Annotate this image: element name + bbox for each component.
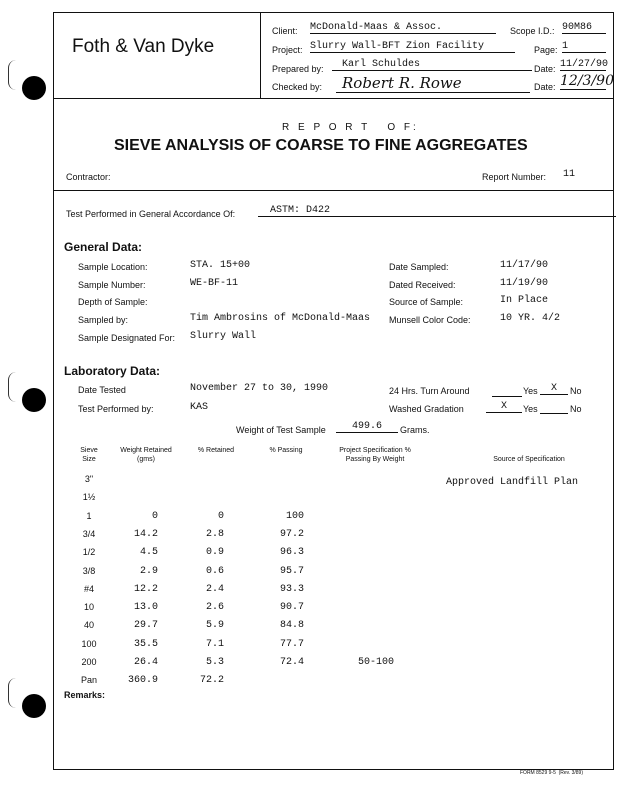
col-spec-header: Project Specification % Passing By Weight — [339, 447, 411, 463]
client-value: McDonald-Maas & Assoc. — [310, 22, 496, 34]
weight-retained-cell: 26.4 — [133, 657, 158, 668]
margin-mark — [8, 372, 23, 402]
sampled-by-label: Sampled by: — [78, 315, 129, 325]
grams-label: Grams. — [400, 425, 430, 435]
date-received-label: Dated Received: — [389, 280, 456, 290]
col-source-header: Source of Specification — [493, 456, 565, 463]
depth-label: Depth of Sample: — [78, 297, 148, 307]
weight-retained-cell: 29.7 — [133, 620, 158, 632]
binder-hole — [22, 76, 46, 100]
sample-location-label: Sample Location: — [78, 262, 148, 272]
date-checked-label: Date: — [534, 82, 556, 92]
sieve-size-cell: #4 — [83, 583, 94, 594]
turnaround-label: 24 Hrs. Turn Around — [389, 386, 470, 396]
report-title: SIEVE ANALYSIS OF COARSE TO FINE AGGREGATES — [114, 137, 528, 154]
percent-passing-cell: 77.7 — [279, 638, 304, 650]
washed-yes-mark: X — [486, 401, 522, 413]
percent-passing-cell: 72.4 — [279, 657, 304, 668]
sieve-size-cell: 40 — [83, 620, 94, 631]
percent-passing-cell: 97.2 — [279, 528, 304, 540]
source-label: Source of Sample: — [389, 297, 464, 307]
percent-retained-cell: 72.2 — [199, 675, 224, 687]
spec-cell: 50-100 — [357, 657, 394, 668]
performed-by-label: Test Performed by: — [78, 404, 154, 414]
weight-retained-cell: 13.0 — [133, 602, 158, 614]
margin-mark — [8, 678, 23, 708]
turnaround-no-mark: X — [540, 383, 568, 395]
date-prepared-value: 11/27/90 — [560, 59, 609, 70]
binder-hole — [22, 694, 46, 718]
test-standard-value: ASTM: D422 — [258, 205, 616, 217]
weight-retained-cell: 12.2 — [133, 583, 158, 595]
weight-retained-cell: 4.5 — [139, 547, 158, 559]
sieve-size-cell: 3" — [84, 474, 94, 484]
prepared-label: Prepared by: — [272, 64, 324, 74]
washed-no-label: No — [570, 404, 582, 414]
percent-passing-cell: 95.7 — [279, 565, 304, 577]
test-performed-label: Test Performed in General Accordance Of: — [66, 209, 236, 219]
washed-label: Washed Gradation — [389, 404, 464, 414]
source-value: In Place — [500, 295, 549, 306]
prepared-value: Karl Schuldes — [332, 59, 532, 71]
percent-retained-cell: 2.6 — [205, 602, 224, 614]
percent-retained-cell: 5.3 — [205, 657, 224, 668]
sieve-size-cell: 1½ — [82, 492, 96, 503]
performed-by-value: KAS — [190, 402, 209, 413]
sample-location-value: STA. 15+00 — [190, 260, 251, 271]
sieve-size-cell: 3/4 — [82, 528, 96, 539]
sample-number-label: Sample Number: — [78, 280, 146, 290]
sieve-size-cell: 3/8 — [82, 565, 96, 576]
project-value: Slurry Wall-BFT Zion Facility — [310, 41, 515, 53]
percent-passing-cell: 90.7 — [279, 602, 304, 614]
date-sampled-label: Date Sampled: — [389, 262, 449, 272]
percent-retained-cell: 0 — [217, 510, 224, 522]
report-number-label: Report Number: — [482, 172, 547, 182]
sieve-size-cell: 200 — [81, 657, 97, 667]
date-received-value: 11/19/90 — [500, 278, 549, 289]
binder-hole — [22, 388, 46, 412]
munsell-value: 10 YR. 4/2 — [500, 313, 561, 324]
turnaround-yes-label: Yes — [523, 386, 538, 396]
form-number: FORM 8529 9-5 (Rev. 3/89) — [520, 770, 583, 776]
checked-label: Checked by: — [272, 82, 323, 92]
sieve-size-cell: 1/2 — [82, 547, 96, 558]
general-heading: General Data: — [64, 240, 143, 254]
percent-retained-cell: 7.1 — [205, 638, 224, 650]
report-kicker: R E P O R T O F: — [282, 122, 419, 133]
designated-label: Sample Designated For: — [78, 333, 176, 343]
spec-source-value: Approved Landfill Plan — [446, 477, 579, 488]
weight-retained-cell: 14.2 — [133, 528, 158, 540]
sieve-size-cell: 100 — [81, 638, 97, 649]
percent-passing-cell: 96.3 — [279, 547, 304, 559]
percent-passing-cell: 93.3 — [279, 583, 304, 595]
lab-heading: Laboratory Data: — [64, 364, 161, 378]
percent-retained-cell: 2.8 — [205, 528, 224, 540]
designated-value: Slurry Wall — [190, 331, 257, 342]
project-label: Project: — [272, 45, 303, 55]
col-passing-header: % Passing — [269, 447, 303, 454]
date-tested-label: Date Tested — [78, 385, 126, 395]
client-label: Client: — [272, 26, 298, 36]
weight-retained-cell: 0 — [151, 510, 158, 522]
date-prepared-label: Date: — [534, 64, 556, 74]
percent-retained-cell: 5.9 — [205, 620, 224, 632]
weight-retained-cell: 2.9 — [139, 565, 158, 577]
washed-yes-label: Yes — [523, 404, 538, 414]
turnaround-no-label: No — [570, 386, 582, 396]
weight-value: 499.6 — [336, 421, 398, 433]
scope-label: Scope I.D.: — [510, 26, 555, 36]
sieve-size-cell: 1 — [86, 510, 92, 521]
remarks-label: Remarks: — [64, 690, 106, 700]
sample-number-value: WE-BF-11 — [190, 278, 239, 289]
col-sieve-header: Sieve Size — [80, 447, 98, 463]
sieve-size-cell: 10 — [83, 602, 94, 613]
percent-passing-cell: 100 — [285, 510, 304, 522]
date-checked-value: 12/3/90 — [560, 73, 614, 89]
percent-retained-cell: 2.4 — [205, 583, 224, 595]
sieve-size-cell: Pan — [80, 675, 97, 686]
page-label: Page: — [534, 45, 558, 55]
company-name: Foth & Van Dyke — [72, 36, 215, 57]
percent-passing-cell: 84.8 — [279, 620, 304, 632]
margin-mark — [8, 60, 23, 90]
checked-signature: Robert R. Rowe — [336, 74, 530, 93]
date-tested-value: November 27 to 30, 1990 — [190, 383, 329, 394]
turnaround-yes-blank — [492, 385, 522, 397]
contractor-label: Contractor: — [66, 172, 111, 182]
weight-label: Weight of Test Sample — [236, 425, 326, 435]
weight-retained-cell: 35.5 — [133, 638, 158, 650]
scope-value: 90M86 — [562, 22, 606, 34]
col-retained-header: % Retained — [197, 447, 235, 454]
page-value: 1 — [562, 41, 606, 53]
munsell-label: Munsell Color Code: — [389, 315, 471, 325]
percent-retained-cell: 0.6 — [205, 565, 224, 577]
percent-retained-cell: 0.9 — [205, 547, 224, 559]
weight-retained-cell: 360.9 — [127, 675, 158, 687]
report-number-value: 11 — [563, 169, 576, 180]
col-weight-header: Weight Retained (gms) — [120, 447, 172, 463]
sampled-by-value: Tim Ambrosins of McDonald-Maas — [190, 313, 371, 324]
washed-no-blank — [540, 402, 568, 414]
date-sampled-value: 11/17/90 — [500, 260, 549, 271]
